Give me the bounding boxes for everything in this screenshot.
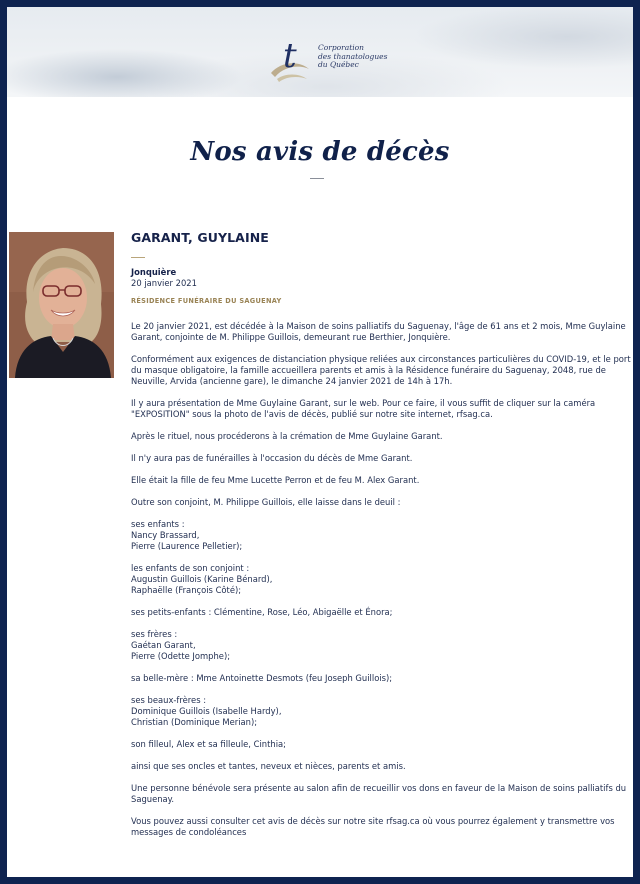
name-divider	[131, 257, 145, 258]
logo-wordmark	[318, 44, 387, 70]
org-name-line3: du Québec	[318, 60, 359, 69]
paragraph: Le 20 janvier 2021, est décédée à la Maison de soins palliatifs du Saguenay, l'âge de 61 ans et 2 mois, Mme Guylaine Garant, conjointe de M. Philippe Guillois, demeurant rue Berthier, Jonquière.	[131, 321, 626, 342]
obituary-content	[131, 232, 631, 849]
paragraph: Une personne bénévole sera présente au salon afin de recueillir vos dons en faveur de la Maison de soins palliatifs du Saguenay.	[131, 783, 627, 804]
city: Jonquière	[131, 267, 177, 277]
paragraph: Elle était la fille de feu Mme Lucette Perron et de feu M. Alex Garant.	[131, 475, 420, 485]
paragraph: ses enfants : Nancy Brassard, Pierre (Laurence Pelletier);	[131, 519, 243, 551]
paragraph: ses beaux-frères : Dominique Guillois (Isabelle Hardy), Christian (Dominique Merian);	[131, 695, 282, 727]
org-name-line2: des thanatologues	[318, 51, 388, 61]
paragraph: Conformément aux exigences de distanciation physique reliées aux circonstances particulières du COVID-19, et le port du masque obligatoire, la famille accueillera parents et amis à la Résidence funéraire du Saguenay, 2048, rue de Neuville, Arvida (ancienne gare), le dimanche 24 janvier 2021 de 14h à 17h.	[131, 354, 631, 386]
paragraph: Il n'y aura pas de funérailles à l'occasion du décès de Mme Garant.	[131, 453, 413, 463]
paragraph: Il y aura présentation de Mme Guylaine Garant, sur le web. Pour ce faire, il vous suffit de cliquer sur la caméra "EXPOSITION" sous la photo de l'avis de décès, publié sur notre site internet, rfsag.ca.	[131, 398, 596, 419]
deceased-name: GARANT, GUYLAINE	[131, 230, 269, 245]
paragraph: sa belle-mère : Mme Antoinette Desmots (feu Joseph Guillois);	[131, 673, 393, 683]
paragraph: Outre son conjoint, M. Philippe Guillois, elle laisse dans le deuil :	[131, 497, 401, 507]
logo-icon[interactable]	[265, 29, 315, 85]
funeral-home[interactable]: RÉSIDENCE FUNÉRAIRE DU SAGUENAY	[131, 297, 282, 305]
paragraph: Vous pouvez aussi consulter cet avis de décès sur notre site rfsag.ca où vous pourrez également y transmettre vos messages de condoléances	[131, 816, 615, 837]
paragraph: les enfants de son conjoint : Augustin Guillois (Karine Bénard), Raphaëlle (François Côté);	[131, 563, 273, 595]
svg-text:t: t	[283, 36, 297, 76]
paragraph: son filleul, Alex et sa filleule, Cinthia;	[131, 739, 286, 749]
paragraph: Après le rituel, nous procéderons à la crémation de Mme Guylaine Garant.	[131, 431, 443, 441]
header-banner	[7, 7, 633, 97]
org-name-line1: Corporation	[318, 43, 364, 52]
paragraph: ainsi que ses oncles et tantes, neveux et nièces, parents et amis.	[131, 761, 406, 771]
date-of-death: 20 janvier 2021	[131, 278, 197, 288]
deceased-photo	[9, 232, 114, 378]
title-divider	[310, 178, 324, 179]
paragraph: ses petits-enfants : Clémentine, Rose, Léo, Abigaëlle et Énora;	[131, 607, 393, 617]
paragraph: ses frères : Gaétan Garant, Pierre (Odette Jomphe);	[131, 629, 231, 661]
obituary-text	[131, 321, 631, 838]
page-title: Nos avis de décès	[190, 137, 450, 167]
